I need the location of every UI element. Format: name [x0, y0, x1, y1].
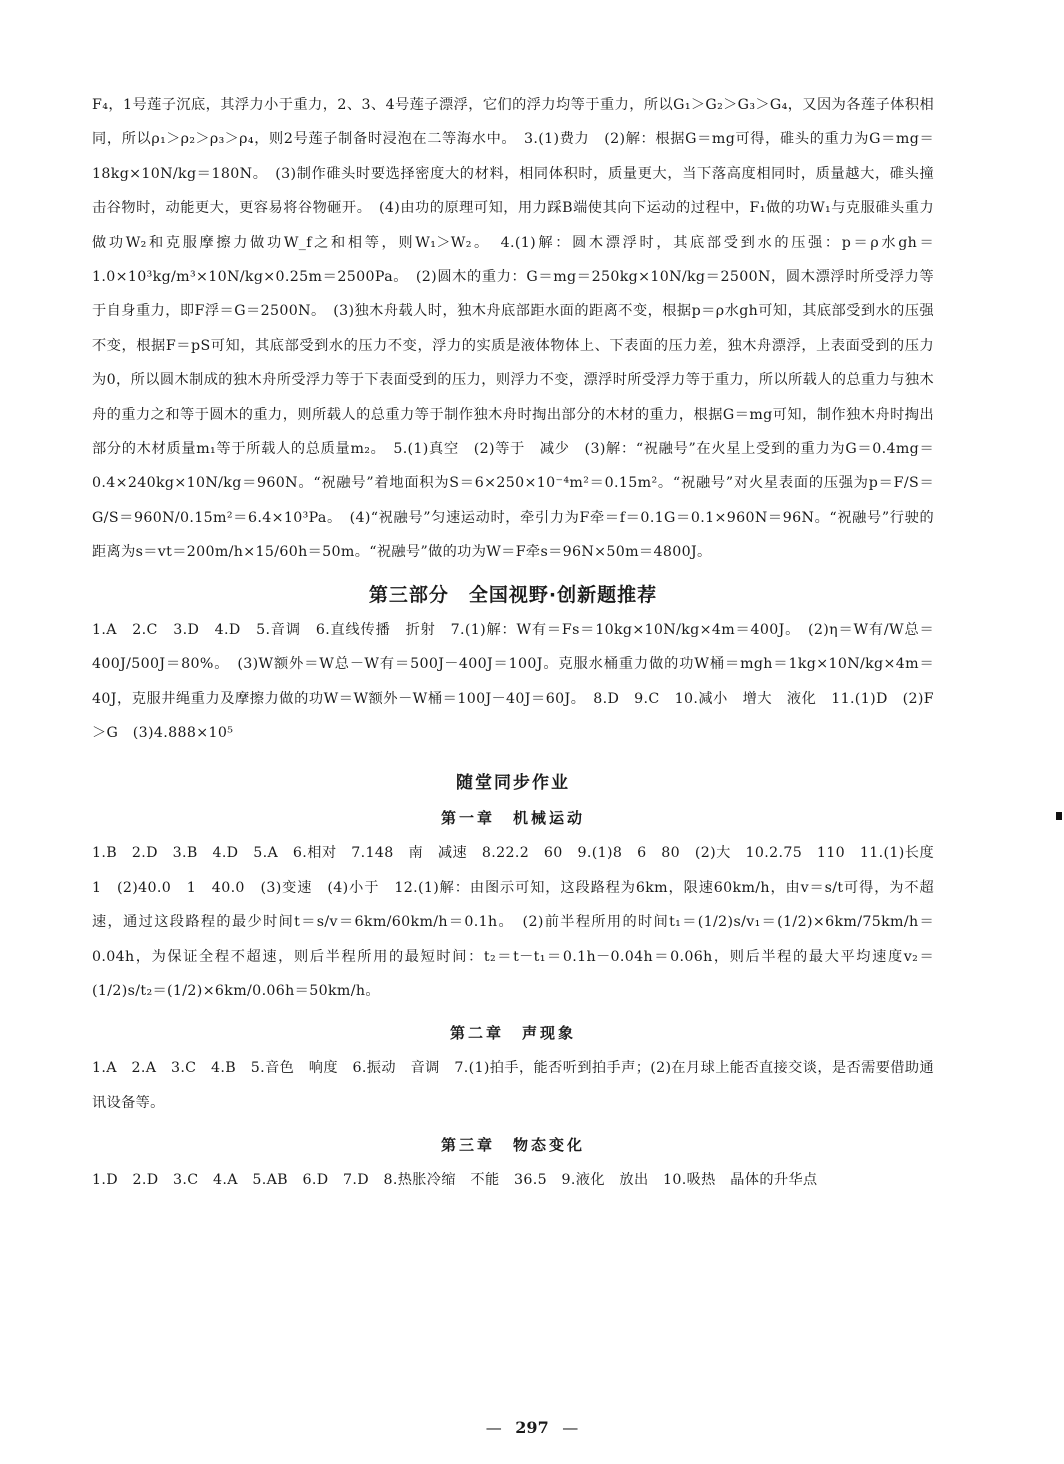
chapter1-text: 1.B 2.D 3.B 4.D 5.A 6.相对 7.148 南 减速 8.22.2 60 9.(1)8 6 80 (2)大 10.2.75 110 11.(1)长度 1 (2)40.0 1 40.0 (3)变速 (4)小于 12.(1)解：由图示可知，这段路程为6km，限速60km/h，由v＝s/t可得，为不超速，通过这段路程的最少时间t＝s/v＝6km/60km/h＝0.1h。 (2)前半程所用的时间t₁＝(1/2)s/v₁＝(1/2)×6km/75km/h＝0.04h，为保证全程不超速，则后半程所用的最短时间：t₂＝t－t₁＝0.1h－0.04h＝0.06h，则后半程的最大平均速度v₂＝(1/2)s/t₂＝(1/2)×6km/0.06h＝50km/h。: [92, 845, 949, 999]
chapter2-title: 第二章 声现象: [449, 1024, 576, 1043]
paragraph-physics-answers-part2: [92, 88, 934, 570]
chapter3-title: 第三章 物态变化: [440, 1136, 585, 1155]
page-number: 297: [515, 1418, 549, 1437]
chapter3-text: 1.D 2.D 3.C 4.A 5.AB 6.D 7.D 8.热胀冷缩 不能 36.5 9.液化 放出 10.吸热 晶体的升华点: [92, 1172, 818, 1189]
answer-page: [92, 88, 949, 1198]
page-number-footer: [0, 1418, 1064, 1437]
chapter1-title: 第一章 机械运动: [440, 809, 585, 828]
section3-answers: [92, 613, 934, 751]
homework-title: 随堂同步作业: [456, 773, 570, 794]
chapter1-answers: [92, 836, 949, 1008]
section3-text: 1.A 2.C 3.D 4.D 5.音调 6.直线传播 折射 7.(1)解：W有＝Fs＝10kg×10N/kg×4m＝400J。 (2)η＝W有/W总＝400J/500J＝80%。 (3)W额外＝W总－W有＝500J－400J＝100J。克服水桶重力做的功W桶＝mgh＝1kg×10N/kg×4m＝40J，克服井绳重力及摩擦力做的功W＝W额外－W桶＝100J－40J＝60J。 8.D 9.C 10.减小 增大 液化 11.(1)D (2)F＞G (3)4.888×10⁵: [92, 621, 934, 741]
scan-mark: [1056, 812, 1062, 820]
section-title-part3: 第三部分 全国视野·创新题推荐: [368, 583, 658, 606]
chapter3-answers: [92, 1163, 934, 1197]
chapter2-answers: [92, 1051, 934, 1120]
chapter2-text: 1.A 2.A 3.C 4.B 5.音色 响度 6.振动 音调 7.(1)拍手，能否听到拍手声；(2)在月球上能否直接交谈，是否需要借助通讯设备等。: [92, 1060, 934, 1111]
dash-right: —: [562, 1418, 579, 1437]
paragraph-text: F₄，1号莲子沉底，其浮力小于重力，2、3、4号莲子漂浮，它们的浮力均等于重力，所以G₁＞G₂＞G₃＞G₄，又因为各莲子体积相同，所以ρ₁＞ρ₂＞ρ₃＞ρ₄，则2号莲子制备时浸泡在二等海水中。 3.(1)费力 (2)解：根据G＝mg可得，碓头的重力为G＝mg＝18kg×10N/kg＝180N。 (3)制作碓头时要选择密度大的材料，相同体积时，质量更大，当下落高度相同时，质量越大，碓头撞击谷物时，动能更大，更容易将谷物砸开。 (4)由功的原理可知，用力踩B端使其向下运动的过程中，F₁做的功W₁与克服碓头重力做功W₂和克服摩擦力做功W_f之和相等，则W₁＞W₂。 4.(1)解：圆木漂浮时，其底部受到水的压强：p＝ρ水gh＝1.0×10³kg/m³×10N/kg×0.25m＝2500Pa。 (2)圆木的重力：G＝mg＝250kg×10N/kg＝2500N，圆木漂浮时所受浮力等于自身重力，即F浮＝G＝2500N。 (3)独木舟载人时，独木舟底部距水面的距离不变，根据p＝ρ水gh可知，其底部受到水的压强不变，根据F＝pS可知，其底部受到水的压力不变，浮力的实质是液体物体上、下表面的压力差，独木舟漂浮，上表面受到的压力为0，所以圆木制成的独木舟所受浮力等于下表面受到的压力，则浮力不变，漂浮时所受浮力等于重力，所以所载人的总重力与独木舟的重力之和等于圆木的重力，则所载人的总重力等于制作独木舟时掏出部分的木材的重力，根据G＝mg可知，制作独木舟时掏出部分的木材质量m₁等于所载人的总质量m₂。 5.(1)真空 (2)等于 减少 (3)解：“祝融号”在火星上受到的重力为G＝0.4mg＝0.4×240kg×10N/kg＝960N。“祝融号”着地面积为S＝6×250×10⁻⁴m²＝0.15m²。“祝融号”对火星表面的压强为p＝F/S＝G/S＝960N/0.15m²＝6.4×10³Pa。 (4)“祝融号”匀速运动时，牵引力为F牵＝f＝0.1G＝0.1×960N＝96N。“祝融号”行驶的距离为s＝vt＝200m/h×15/60h＝50m。“祝融号”做的功为W＝F牵s＝96N×50m＝4800J。: [92, 97, 934, 561]
dash-left: —: [485, 1418, 502, 1437]
